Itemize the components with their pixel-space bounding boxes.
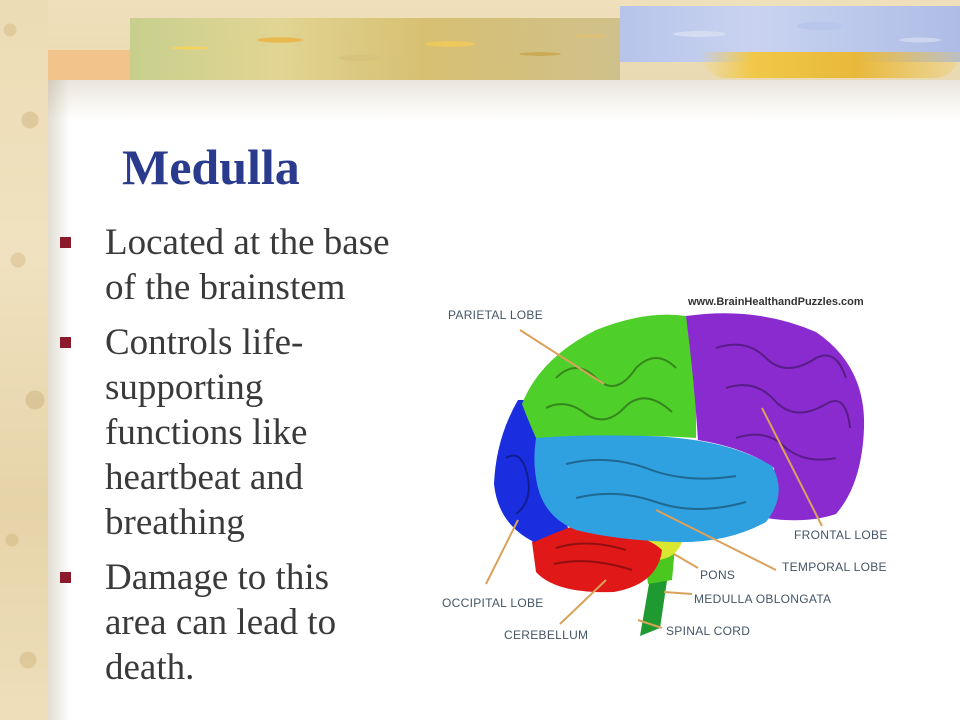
label-cerebellum: CEREBELLUM bbox=[504, 628, 589, 642]
bullet-text: Controls life- supporting functions like heartbeat and breathing bbox=[105, 322, 308, 543]
decorative-top-shadow bbox=[48, 80, 960, 120]
brain-diagram bbox=[436, 288, 910, 650]
label-occipital-lobe: OCCIPITAL LOBE bbox=[442, 596, 544, 610]
bullet-item bbox=[60, 320, 450, 545]
parietal-region bbox=[522, 315, 698, 438]
label-temporal-lobe: TEMPORAL LOBE bbox=[782, 560, 887, 574]
label-pons: PONS bbox=[700, 568, 736, 582]
label-frontal-lobe: FRONTAL LOBE bbox=[794, 528, 888, 542]
bullet-item bbox=[60, 555, 450, 690]
decorative-leaf-strip bbox=[130, 18, 620, 80]
bullet-list bbox=[60, 220, 450, 700]
label-medulla-oblongata: MEDULLA OBLONGATA bbox=[694, 592, 832, 606]
bullet-text: Damage to this area can lead to death. bbox=[105, 557, 337, 688]
label-spinal-cord: SPINAL CORD bbox=[666, 624, 751, 638]
decorative-yellow-splash bbox=[700, 52, 960, 78]
bullet-square-icon bbox=[60, 337, 71, 348]
spinal-cord-region bbox=[640, 574, 668, 636]
decorative-orange-block bbox=[34, 50, 134, 80]
label-parietal-lobe: PARIETAL LOBE bbox=[448, 308, 544, 322]
slide-title: Medulla bbox=[122, 139, 300, 195]
decorative-left-strip bbox=[0, 0, 48, 720]
source-url: www.BrainHealthandPuzzles.com bbox=[688, 296, 864, 308]
bullet-square-icon bbox=[60, 237, 71, 248]
bullet-item bbox=[60, 220, 450, 310]
bullet-text: Located at the base of the brainstem bbox=[105, 222, 390, 308]
bullet-square-icon bbox=[60, 572, 71, 583]
